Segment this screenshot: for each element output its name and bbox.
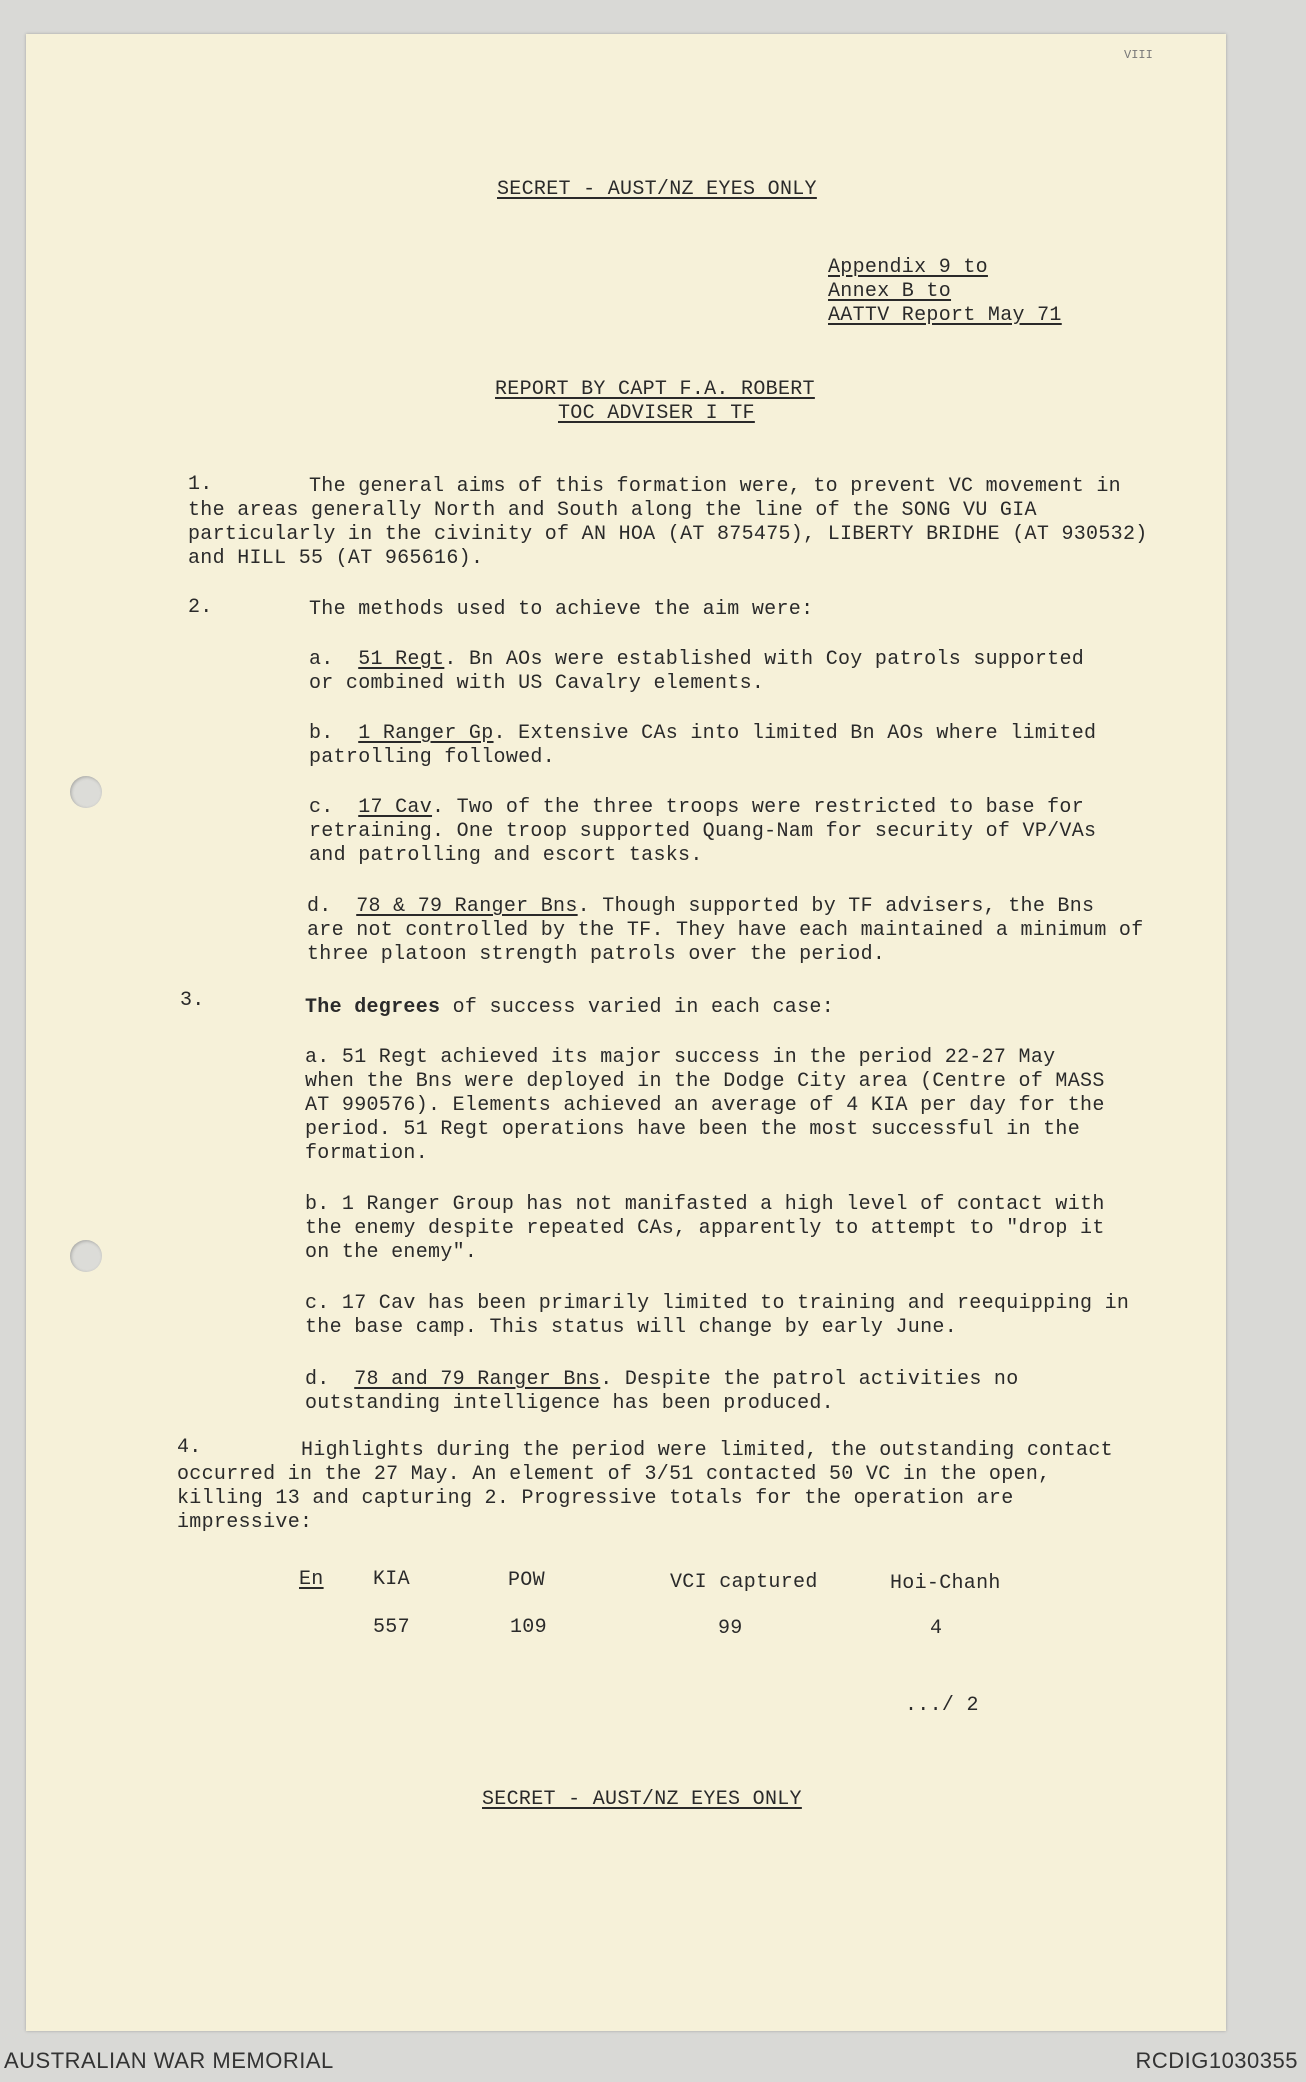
para2c-line-3: and patrolling and escort tasks. bbox=[309, 844, 703, 867]
document-page bbox=[26, 34, 1226, 2031]
para2a-line-2: or combined with US Cavalry elements. bbox=[309, 672, 765, 695]
para3b-line-3: on the enemy". bbox=[305, 1241, 478, 1264]
report-title: REPORT BY CAPT F.A. ROBERT bbox=[495, 378, 815, 401]
table-header-pow: POW bbox=[508, 1569, 545, 1592]
para2b-line-1: b. 1 Ranger Gp. Extensive CAs into limited Bn AOs where limited bbox=[309, 722, 1097, 745]
classification-footer: SECRET - AUST/NZ EYES ONLY bbox=[482, 1788, 802, 1811]
classification-header: SECRET - AUST/NZ EYES ONLY bbox=[497, 178, 817, 201]
table-header-kia: KIA bbox=[373, 1568, 410, 1591]
para3b-line-1: b. 1 Ranger Group has not manifasted a high level of contact with bbox=[305, 1193, 1105, 1216]
para1-number: 1. bbox=[188, 473, 213, 496]
punch-hole-bottom bbox=[70, 1240, 102, 1272]
para1-line-2: the areas generally North and South along the line of the SONG VU GIA bbox=[188, 499, 1037, 522]
para2c-line-2: retraining. One troop supported Quang-Nam for security of VP/VAs bbox=[309, 820, 1097, 843]
table-value-pow: 109 bbox=[510, 1616, 547, 1639]
appendix-line-2: Annex B to bbox=[828, 280, 952, 303]
para2d-heading: 78 & 79 Ranger Bns bbox=[356, 895, 578, 918]
para1-line-3: particularly in the civinity of AN HOA (AT 875475), LIBERTY BRIDHE (AT 930532) bbox=[188, 523, 1148, 546]
continuation-marker: .../ 2 bbox=[905, 1694, 979, 1717]
para2b-heading: 1 Ranger Gp bbox=[358, 722, 494, 745]
para1-line-1: The general aims of this formation were, to prevent VC movement in bbox=[309, 475, 1121, 498]
footer-institution: AUSTRALIAN WAR MEMORIAL bbox=[4, 2048, 334, 2073]
appendix-line-1: Appendix 9 to bbox=[828, 256, 988, 279]
para2d-line-3: three platoon strength patrols over the period. bbox=[307, 943, 886, 966]
para3a-line-5: formation. bbox=[305, 1142, 429, 1165]
para3-intro: The degrees of success varied in each case: bbox=[305, 996, 834, 1019]
footer-identifier: RCDIG1030355 bbox=[1135, 2048, 1298, 2073]
appendix-line-3: AATTV Report May 71 bbox=[828, 304, 1062, 327]
para3a-line-4: period. 51 Regt operations have been the most successful in the bbox=[305, 1118, 1081, 1141]
para2a-heading: 51 Regt bbox=[358, 648, 445, 671]
para3d-heading: 78 and 79 Ranger Bns bbox=[354, 1368, 601, 1391]
para3a-line-3: AT 990576). Elements achieved an average of 4 KIA per day for the bbox=[305, 1094, 1105, 1117]
para3a-line-1: a. 51 Regt achieved its major success in the period 22-27 May bbox=[305, 1046, 1056, 1069]
para2-number: 2. bbox=[188, 596, 213, 619]
table-header-vci: VCI captured bbox=[670, 1571, 818, 1594]
para4-line-4: impressive: bbox=[177, 1511, 313, 1534]
para4-line-1: Highlights during the period were limited, the outstanding contact bbox=[301, 1439, 1113, 1462]
para2c-line-1: c. 17 Cav. Two of the three troops were restricted to base for bbox=[309, 796, 1085, 819]
report-subtitle: TOC ADVISER I TF bbox=[558, 402, 755, 425]
para2-intro: The methods used to achieve the aim were: bbox=[309, 598, 814, 621]
table-header-hoi-chanh: Hoi-Chanh bbox=[890, 1572, 1001, 1595]
para3-number: 3. bbox=[180, 989, 205, 1012]
para3b-line-2: the enemy despite repeated CAs, apparently to attempt to "drop it bbox=[305, 1217, 1105, 1240]
para3a-line-2: when the Bns were deployed in the Dodge City area (Centre of MASS bbox=[305, 1070, 1105, 1093]
para3d-line-2: outstanding intelligence has been produced. bbox=[305, 1392, 834, 1415]
table-value-kia: 557 bbox=[373, 1616, 410, 1639]
para3c-line-1: c. 17 Cav has been primarily limited to training and reequipping in bbox=[305, 1292, 1130, 1315]
para4-line-3: killing 13 and capturing 2. Progressive totals for the operation are bbox=[177, 1487, 1014, 1510]
table-value-vci: 99 bbox=[718, 1617, 743, 1640]
para2a-line-1: a. 51 Regt. Bn AOs were established with Coy patrols supported bbox=[309, 648, 1085, 671]
table-header-en: En bbox=[299, 1568, 324, 1591]
para4-line-2: occurred in the 27 May. An element of 3/51 contacted 50 VC in the open, bbox=[177, 1463, 1051, 1486]
para3d-line-1: d. 78 and 79 Ranger Bns. Despite the patrol activities no bbox=[305, 1368, 1019, 1391]
punch-hole-top bbox=[70, 776, 102, 808]
para2b-line-2: patrolling followed. bbox=[309, 746, 556, 769]
para2d-line-2: are not controlled by the TF. They have each maintained a minimum of bbox=[307, 919, 1144, 942]
corner-mark: VIII bbox=[1124, 48, 1153, 62]
para2c-heading: 17 Cav bbox=[358, 796, 433, 819]
para4-number: 4. bbox=[177, 1436, 202, 1459]
table-value-hoi-chanh: 4 bbox=[930, 1617, 943, 1640]
para1-line-4: and HILL 55 (AT 965616). bbox=[188, 547, 484, 570]
para3c-line-2: the base camp. This status will change by early June. bbox=[305, 1316, 958, 1339]
para2d-line-1: d. 78 & 79 Ranger Bns. Though supported by TF advisers, the Bns bbox=[307, 895, 1095, 918]
